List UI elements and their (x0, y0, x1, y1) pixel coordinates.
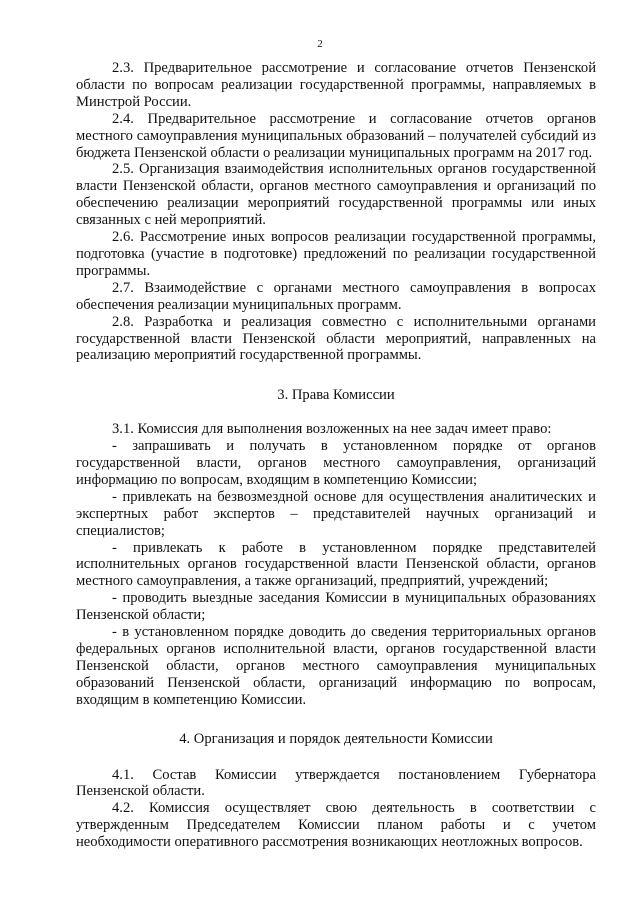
paragraph-4-1: 4.1. Состав Комиссии утверждается постановлением Губернатора Пензенской области. (76, 766, 596, 800)
list-item-engage-representatives: - привлекать к работе в установленном порядке представителей исполнительных органов государственной власти Пензенской области, органов местного самоуправления, а также организаций, предприятий, учреждений; (76, 539, 596, 590)
section-3 (76, 421, 596, 708)
paragraph-2-7: 2.7. Взаимодействие с органами местного самоуправления в вопросах обеспечения реализации муниципальных программ. (76, 279, 596, 313)
section-4-title: 4. Организация и порядок деятельности Комиссии (179, 730, 493, 747)
paragraph-2-8: 2.8. Разработка и реализация совместно с исполнительными органами государственной власти Пензенской области мероприятий, направленных на реализацию мероприятий государственной программы. (76, 313, 596, 364)
paragraph-4-2: 4.2. Комиссия осуществляет свою деятельность в соответствии с утвержденным Председателем Комиссии планом работы и с учетом необходимости оперативного рассмотрения возникающих неотложных вопросов. (76, 800, 596, 851)
section-4 (76, 767, 596, 852)
section-2 (76, 60, 596, 364)
list-item-inform-bodies: - в установленном порядке доводить до сведения территориальных органов федеральных органов исполнительной власти, органов государственной власти Пензенской области, органов местного самоуправления муниципальных образований Пензенской области, организаций информацию по вопросам, входящим в компетенцию Комиссии. (76, 624, 596, 708)
paragraph-2-5: 2.5. Организация взаимодействия исполнительных органов государственной власти Пензенской области, органов местного самоуправления и организаций по обеспечению реализации мероприятий государственной программы или иных связанных с ней мероприятий. (76, 161, 596, 229)
paragraph-2-4: 2.4. Предварительное рассмотрение и согласование отчетов органов местного самоуправления муниципальных образований – получателей субсидий из бюджета Пензенской области о реализации муниципальных программ на 2017 год. (76, 110, 596, 161)
list-item-engage-experts: - привлекать на безвозмездной основе для осуществления аналитических и экспертных работ экспертов – представителей научных организаций и специалистов; (76, 488, 596, 539)
list-item-request-info: - запрашивать и получать в установленном порядке от органов государственной власти, органов местного самоуправления, организаций информацию по вопросам, входящим в компетенцию Комиссии; (76, 438, 596, 488)
page-number: 2 (317, 38, 323, 50)
paragraph-3-1: 3.1. Комиссия для выполнения возложенных на нее задач имеет право: (112, 421, 552, 438)
list-item-field-meetings: - проводить выездные заседания Комиссии в муниципальных образованиях Пензенской области; (76, 590, 596, 624)
paragraph-2-3: 2.3. Предварительное рассмотрение и согласование отчетов Пензенской области по вопросам реализации государственной программы, направляемых в Минстрой России. (76, 60, 596, 110)
section-3-title: 3. Права Комиссии (277, 387, 395, 404)
document-body (76, 60, 596, 851)
paragraph-2-6: 2.6. Рассмотрение иных вопросов реализации государственной программы, подготовка (участие в подготовке) предложений по реализации государственной программы. (76, 229, 596, 279)
